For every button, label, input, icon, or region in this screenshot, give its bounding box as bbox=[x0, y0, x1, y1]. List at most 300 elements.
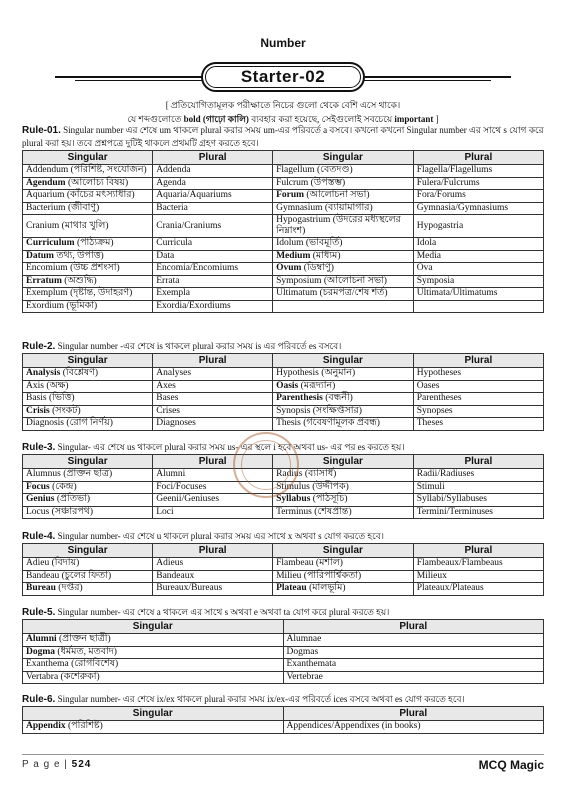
cell-text: Hypogastria bbox=[416, 220, 464, 231]
table-cell bbox=[23, 418, 153, 431]
cell-text: Synopsis (সংক্ষিপ্তসার) bbox=[276, 405, 362, 416]
page-number-value: 524 bbox=[71, 759, 92, 770]
cell-text: Terminus (শেষপ্রান্ত) bbox=[276, 506, 352, 517]
table-cell bbox=[273, 250, 414, 263]
cell-text: Parentheses bbox=[416, 393, 462, 404]
cell-bold-word: Erratum bbox=[26, 275, 62, 286]
cell-text: Fulera/Fulcrums bbox=[416, 177, 480, 188]
table-cell bbox=[273, 177, 414, 190]
table-cell bbox=[23, 671, 284, 684]
table-row bbox=[23, 506, 544, 519]
cell-text: Hypothesis (অনুমান) bbox=[276, 368, 356, 379]
cell-text: Cranium (মাথার খুলি) bbox=[26, 220, 109, 231]
cell-text: (ধর্মমত, মতবাদ) bbox=[55, 646, 117, 657]
cell-text: Exempla bbox=[156, 288, 191, 299]
table-row bbox=[23, 721, 544, 734]
table-cell bbox=[23, 202, 153, 215]
table-header-row bbox=[23, 151, 544, 165]
cell-text: Fulcrum (উপস্তম্ভ) bbox=[276, 177, 346, 188]
table-row bbox=[23, 646, 544, 659]
table-cell bbox=[23, 570, 153, 583]
table-cell bbox=[273, 263, 414, 276]
table-cell bbox=[23, 250, 153, 263]
table-cell bbox=[153, 506, 273, 519]
table-cell bbox=[23, 300, 153, 313]
cell-bold-word: Dogma bbox=[26, 646, 56, 657]
cell-text: Bases bbox=[156, 393, 179, 404]
table-row bbox=[23, 263, 544, 276]
table-row bbox=[23, 275, 544, 288]
page-label: P a g e | bbox=[22, 759, 68, 770]
cell-text: (মালভূমি) bbox=[306, 583, 346, 594]
table-cell bbox=[283, 721, 544, 734]
cell-text: Milieu (পারিপার্শ্বিকতা) bbox=[276, 570, 362, 581]
cell-text: (অশুদ্ধি) bbox=[61, 275, 97, 286]
cell-text: Crania/Craniums bbox=[156, 220, 222, 231]
cell-text: Appendices/Appendixes (in books) bbox=[286, 721, 421, 732]
cell-text: Milieux bbox=[416, 570, 447, 581]
column-header: Singular bbox=[273, 354, 414, 368]
intro-text: যে শব্দগুলোতে bbox=[127, 114, 184, 124]
table-cell bbox=[273, 380, 414, 393]
banner-title: Starter-02 bbox=[201, 62, 365, 92]
cell-text: Hypogastrium (উদরের মধ্যস্থলের নিম্নাংশ) bbox=[276, 215, 401, 236]
table-cell bbox=[413, 418, 543, 431]
table-cell bbox=[413, 263, 543, 276]
table-cell bbox=[413, 558, 543, 571]
table-row bbox=[23, 288, 544, 301]
cell-text: Analyses bbox=[156, 368, 192, 379]
table-cell bbox=[153, 380, 273, 393]
rule-label: Rule-6. bbox=[22, 694, 56, 705]
cell-text: Bacteria bbox=[156, 202, 188, 213]
rule-text: Singular number- এর শেষে u থাকলে plural করার সময় এর সাথে x অথবা s যোগ করতে হবে। bbox=[55, 531, 384, 541]
table-cell bbox=[273, 215, 414, 238]
table-row bbox=[23, 165, 544, 178]
table-cell bbox=[413, 481, 543, 494]
rule-label: Rule-3. bbox=[22, 442, 56, 453]
cell-text: Alumnus (প্রাক্তন ছাত্র) bbox=[26, 469, 113, 480]
column-header: Singular bbox=[273, 544, 414, 558]
rule-5-table bbox=[22, 619, 544, 684]
cell-text: Flambeau (মশাল) bbox=[276, 558, 343, 569]
cell-text: Bandeaux bbox=[156, 570, 195, 581]
table-cell bbox=[153, 238, 273, 251]
cell-text: Stimuli bbox=[416, 481, 445, 492]
cell-text: Agenda bbox=[156, 177, 186, 188]
cell-text: Symposium (আলোচনা সভা) bbox=[276, 275, 387, 286]
rule-text: Singular- এর শেষে us থাকলে plural করার সময় us- এর স্থলে i হবে অথবা us- এর পর es করতে হয়। bbox=[55, 442, 405, 452]
table-cell bbox=[413, 494, 543, 507]
rule-1-table bbox=[22, 150, 544, 313]
table-cell bbox=[153, 263, 273, 276]
column-header: Plural bbox=[413, 151, 543, 165]
cell-text: Vertabra (কশেরুকা) bbox=[26, 671, 100, 682]
table-cell bbox=[273, 583, 414, 596]
cell-text: Locus (সঞ্চারপথ) bbox=[26, 506, 94, 517]
table-cell bbox=[273, 275, 414, 288]
column-header: Singular bbox=[23, 151, 153, 165]
table-cell bbox=[153, 250, 273, 263]
cell-text: Idolum (ভাবমূর্তি) bbox=[276, 238, 343, 249]
table-cell bbox=[23, 165, 153, 178]
cell-bold-word: Oasis bbox=[276, 380, 299, 391]
table-cell bbox=[413, 215, 543, 238]
cell-text: Adieu (বিদায়) bbox=[26, 558, 80, 569]
rule-label: Rule-01. bbox=[22, 125, 61, 136]
table-cell bbox=[413, 250, 543, 263]
intro-text: ] bbox=[433, 114, 439, 124]
rule-4-description bbox=[22, 530, 544, 543]
table-cell bbox=[153, 275, 273, 288]
cell-text: Media bbox=[416, 250, 442, 261]
table-cell bbox=[23, 380, 153, 393]
cell-text: Geenii/Geniuses bbox=[156, 494, 220, 505]
table-cell bbox=[23, 368, 153, 381]
cell-text: Ultimatum (চরমপত্র/শেষ শর্ত) bbox=[276, 288, 388, 299]
cell-text: Encomium (উচ্চ প্রশংসা) bbox=[26, 263, 120, 274]
rule-label: Rule-5. bbox=[22, 607, 56, 618]
rule-6-description bbox=[22, 693, 544, 706]
table-row bbox=[23, 238, 544, 251]
table-cell bbox=[283, 671, 544, 684]
column-header: Plural bbox=[283, 620, 544, 634]
cell-bold-word: Datum bbox=[26, 250, 54, 261]
cell-text: (পাঠ্যক্রম) bbox=[74, 238, 114, 249]
table-row bbox=[23, 583, 544, 596]
column-header: Plural bbox=[153, 455, 273, 469]
column-header: Plural bbox=[413, 455, 543, 469]
column-header: Plural bbox=[153, 354, 273, 368]
table-cell bbox=[413, 300, 543, 313]
rule-text: Singular number এর শেষে um থাকলে plural করার সময় um-এর পরিবর্তে a বসবে। কখনো কখনো Singular number এর সাথে s যোগ করে plural করা হয়। তবে প্রশ্নপত্রে দুটিই থাকলে প্রথমটি গ্রহণ করতে হবে। bbox=[22, 125, 544, 148]
column-header: Singular bbox=[23, 707, 284, 721]
cell-text: Crises bbox=[156, 405, 180, 416]
cell-text: Dogmas bbox=[286, 646, 319, 657]
table-cell bbox=[153, 215, 273, 238]
cell-text: (দপ্তর) bbox=[55, 583, 83, 594]
table-header-row bbox=[23, 707, 544, 721]
cell-bold-word: Alumni bbox=[26, 634, 57, 645]
cell-bold-word: Medium bbox=[276, 250, 311, 261]
table-header-row bbox=[23, 354, 544, 368]
table-cell bbox=[153, 177, 273, 190]
cell-bold-word: Forum bbox=[276, 190, 305, 201]
cell-text: তথ্য, উপাত্ত) bbox=[53, 250, 104, 261]
table-cell bbox=[413, 506, 543, 519]
cell-bold-word: Plateau bbox=[276, 583, 307, 594]
page-number bbox=[22, 759, 91, 770]
cell-bold-word: Curriculum bbox=[26, 238, 75, 249]
cell-text: (ডিম্বাণু) bbox=[301, 263, 334, 274]
table-cell bbox=[413, 177, 543, 190]
table-cell bbox=[23, 558, 153, 571]
table-cell bbox=[273, 238, 414, 251]
cell-text: Gymnasium (ব্যায়ামাগার) bbox=[276, 202, 373, 213]
intro-text: ব্যবহার করা হয়েছে, সেইগুলোই সবচেয়ে bbox=[248, 114, 395, 124]
cell-text: Bandeau (চুলের ফিতা) bbox=[26, 570, 112, 581]
cell-text: (মরূদ্যান) bbox=[298, 380, 336, 391]
cell-bold-word: Ovum bbox=[276, 263, 302, 274]
cell-text: (পরিশিষ্ট) bbox=[65, 721, 103, 732]
table-cell bbox=[273, 558, 414, 571]
cell-text: Flagellum (বেতদণ্ড) bbox=[276, 165, 353, 176]
cell-text: Fora/Forums bbox=[416, 190, 466, 201]
column-header: Singular bbox=[23, 354, 153, 368]
cell-text: Exemplum (দৃষ্টান্ত, উদাহরণ) bbox=[26, 288, 133, 299]
page-footer bbox=[22, 754, 544, 774]
table-row bbox=[23, 393, 544, 406]
table-cell bbox=[273, 393, 414, 406]
table-row bbox=[23, 405, 544, 418]
intro-line-1: [ প্রতিযোগিতামূলক পরীক্ষাতে নিচের গুলো থেকে বেশি এসে থাকে। bbox=[165, 100, 401, 110]
table-cell bbox=[153, 570, 273, 583]
table-cell bbox=[153, 288, 273, 301]
table-cell bbox=[413, 368, 543, 381]
table-row bbox=[23, 300, 544, 313]
table-row bbox=[23, 634, 544, 647]
column-header: Singular bbox=[23, 620, 284, 634]
table-cell bbox=[23, 238, 153, 251]
rule-4-table bbox=[22, 543, 544, 596]
cell-text: Vertebrae bbox=[286, 671, 323, 682]
column-header: Plural bbox=[283, 707, 544, 721]
table-cell bbox=[283, 646, 544, 659]
rule-label: Rule-2. bbox=[22, 341, 56, 352]
table-cell bbox=[273, 368, 414, 381]
table-cell bbox=[413, 238, 543, 251]
rule-2-description bbox=[22, 340, 544, 353]
cell-text: (মাধ্যম) bbox=[310, 250, 341, 261]
table-cell bbox=[413, 165, 543, 178]
table-row bbox=[23, 215, 544, 238]
table-cell bbox=[153, 405, 273, 418]
table-cell bbox=[273, 165, 414, 178]
cell-text: Exanthema (রোগবিশেষ) bbox=[26, 659, 119, 670]
table-cell bbox=[23, 469, 153, 482]
cell-bold-word: Bureau bbox=[26, 583, 56, 594]
table-cell bbox=[273, 570, 414, 583]
cell-bold-word: Crisis bbox=[26, 405, 50, 416]
table-cell bbox=[273, 506, 414, 519]
table-cell bbox=[23, 721, 284, 734]
table-row bbox=[23, 671, 544, 684]
table-cell bbox=[23, 506, 153, 519]
table-cell bbox=[273, 288, 414, 301]
cell-text: Synopses bbox=[416, 405, 453, 416]
rule-5-description bbox=[22, 606, 544, 619]
cell-text: Loci bbox=[156, 506, 174, 517]
cell-text: (পাঠসূচি) bbox=[310, 494, 348, 505]
table-cell bbox=[273, 190, 414, 203]
cell-text: Bacterium (জীবাণু) bbox=[26, 202, 100, 213]
table-cell bbox=[273, 202, 414, 215]
cell-text: Termini/Terminuses bbox=[416, 506, 493, 517]
table-header-row bbox=[23, 620, 544, 634]
cell-text: Basis (ভিত্তি) bbox=[26, 393, 75, 404]
cell-text: Diagnoses bbox=[156, 418, 196, 429]
table-cell bbox=[153, 583, 273, 596]
table-cell bbox=[23, 583, 153, 596]
table-cell bbox=[153, 418, 273, 431]
table-cell bbox=[153, 190, 273, 203]
intro-bold-text: bold (গাঢ়ো কালি) bbox=[183, 114, 249, 124]
table-cell bbox=[23, 481, 153, 494]
cell-text: Addendum (পরিশিষ্ট, সংযোজন) bbox=[26, 165, 147, 176]
cell-bold-word: Appendix bbox=[26, 721, 66, 732]
table-row bbox=[23, 380, 544, 393]
table-row bbox=[23, 558, 544, 571]
table-cell bbox=[23, 659, 284, 672]
table-row bbox=[23, 368, 544, 381]
cell-text: Radii/Radiuses bbox=[416, 469, 475, 480]
column-header: Plural bbox=[153, 544, 273, 558]
banner-rule-left-thin bbox=[75, 80, 205, 81]
banner-rule-left bbox=[55, 76, 205, 78]
table-cell bbox=[153, 202, 273, 215]
cell-text: Diagnosis (রোগ নির্ণয়) bbox=[26, 418, 113, 429]
cell-text: Theses bbox=[416, 418, 444, 429]
cell-bold-word: Agendum bbox=[26, 177, 66, 188]
table-row bbox=[23, 250, 544, 263]
cell-text: Errata bbox=[156, 275, 180, 286]
starter-banner bbox=[55, 60, 511, 96]
cell-text: Exanthemata bbox=[286, 659, 337, 670]
table-cell bbox=[23, 405, 153, 418]
table-cell bbox=[413, 275, 543, 288]
cell-text: (কেন্দ্র) bbox=[49, 481, 77, 492]
table-cell bbox=[413, 380, 543, 393]
column-header: Plural bbox=[413, 354, 543, 368]
table-cell bbox=[273, 300, 414, 313]
table-cell bbox=[413, 570, 543, 583]
table-cell bbox=[23, 263, 153, 276]
cell-text: Syllabi/Syllabuses bbox=[416, 494, 487, 505]
cell-text: Stimulus (উদ্দীপক) bbox=[276, 481, 349, 492]
cell-text: Foci/Focuses bbox=[156, 481, 207, 492]
cell-text: Flagella/Flagellums bbox=[416, 165, 493, 176]
banner-rule-right bbox=[361, 76, 511, 78]
banner-rule-right-thin bbox=[361, 80, 491, 81]
brand-name: MCQ Magic bbox=[478, 758, 544, 772]
cell-text: Adieus bbox=[156, 558, 184, 569]
table-cell bbox=[23, 275, 153, 288]
table-cell bbox=[273, 494, 414, 507]
column-header: Singular bbox=[273, 151, 414, 165]
cell-bold-word: Parenthesis bbox=[276, 393, 323, 404]
table-row bbox=[23, 418, 544, 431]
cell-text: Symposia bbox=[416, 275, 455, 286]
cell-text: Flambeaux/Flambeaus bbox=[416, 558, 503, 569]
table-cell bbox=[153, 165, 273, 178]
table-header-row bbox=[23, 544, 544, 558]
cell-text: Encomia/Encomiums bbox=[156, 263, 239, 274]
cell-text: Alumni bbox=[156, 469, 186, 480]
table-cell bbox=[273, 418, 414, 431]
table-cell bbox=[23, 177, 153, 190]
table-cell bbox=[283, 659, 544, 672]
rule-2-table bbox=[22, 353, 544, 431]
cell-text: Oases bbox=[416, 380, 440, 391]
table-cell bbox=[153, 368, 273, 381]
cell-bold-word: Analysis bbox=[26, 368, 61, 379]
table-cell bbox=[413, 202, 543, 215]
table-cell bbox=[153, 393, 273, 406]
cell-bold-word: Genius bbox=[26, 494, 55, 505]
table-cell bbox=[413, 583, 543, 596]
rule-6-table bbox=[22, 706, 544, 734]
column-header: Plural bbox=[153, 151, 273, 165]
cell-text: Addenda bbox=[156, 165, 191, 176]
cell-text: Data bbox=[156, 250, 175, 261]
table-cell bbox=[413, 190, 543, 203]
table-row bbox=[23, 202, 544, 215]
cell-text: Aquaria/Aquariums bbox=[156, 190, 232, 201]
cell-text: (বিশ্লেষণ) bbox=[60, 368, 99, 379]
table-row bbox=[23, 177, 544, 190]
table-cell bbox=[283, 634, 544, 647]
rule-label: Rule-4. bbox=[22, 531, 56, 542]
intro-important-text: important bbox=[394, 114, 434, 124]
cell-text: (সংকট) bbox=[49, 405, 81, 416]
cell-text: Alumnae bbox=[286, 634, 322, 645]
cell-text: Ultimata/Ultimatums bbox=[416, 288, 498, 299]
column-header: Singular bbox=[23, 544, 153, 558]
table-row bbox=[23, 570, 544, 583]
cell-text: Curricula bbox=[156, 238, 193, 249]
table-cell bbox=[153, 558, 273, 571]
table-cell bbox=[23, 494, 153, 507]
table-cell bbox=[413, 288, 543, 301]
cell-text: (প্রাক্তন ছাত্রী) bbox=[56, 634, 111, 645]
table-cell bbox=[273, 405, 414, 418]
table-row bbox=[23, 190, 544, 203]
table-cell bbox=[23, 393, 153, 406]
cell-text: Aquarium (কাঁচের মৎস্যাধার) bbox=[26, 190, 135, 201]
table-cell bbox=[23, 646, 284, 659]
cell-text: Exordium (ভূমিকা) bbox=[26, 300, 98, 311]
table-row bbox=[23, 494, 544, 507]
table-cell bbox=[23, 190, 153, 203]
column-header: Singular bbox=[23, 455, 153, 469]
cell-text: (আলোচ্য বিষয়) bbox=[65, 177, 129, 188]
table-cell bbox=[23, 634, 284, 647]
cell-text: (প্রতিভা) bbox=[54, 494, 90, 505]
cell-text: (আলোচনা সভা) bbox=[304, 190, 370, 201]
rule-text: Singular number -এর শেষে is থাকলে plural করার সময় is এর পরিবর্তে es বসবে। bbox=[55, 341, 342, 351]
cell-text: Axes bbox=[156, 380, 176, 391]
table-cell bbox=[413, 469, 543, 482]
cell-text: Thesis (গবেষণামূলক প্রবন্ধ) bbox=[276, 418, 380, 429]
column-header: Plural bbox=[413, 544, 543, 558]
table-cell bbox=[23, 288, 153, 301]
cell-bold-word: Syllabus bbox=[276, 494, 311, 505]
page-header-title: Number bbox=[260, 36, 306, 50]
cell-text: Axis (অক্ষ) bbox=[26, 380, 69, 391]
cell-text: Exordia/Exordiums bbox=[156, 300, 231, 311]
rule-text: Singular number- এর শেষে ix/ex থাকলে plural করার সময় ix/ex-এর পরিবর্তে ices বসবে অথবা es যোগ করতে হবে। bbox=[55, 694, 465, 704]
table-cell bbox=[153, 300, 273, 313]
cell-text: (বন্ধনী) bbox=[322, 393, 353, 404]
cell-text: Idola bbox=[416, 238, 437, 249]
table-cell bbox=[23, 215, 153, 238]
watermark-seal bbox=[233, 432, 299, 498]
table-cell bbox=[413, 393, 543, 406]
cell-text: Gymnasia/Gymnasiums bbox=[416, 202, 509, 213]
cell-text: Ova bbox=[416, 263, 433, 274]
table-cell bbox=[413, 405, 543, 418]
rule-text: Singular number- এর শেষে a থাকলে এর সাথে s অথবা e অথবা ta যোগ করে plural করতে হয়। bbox=[55, 607, 390, 617]
